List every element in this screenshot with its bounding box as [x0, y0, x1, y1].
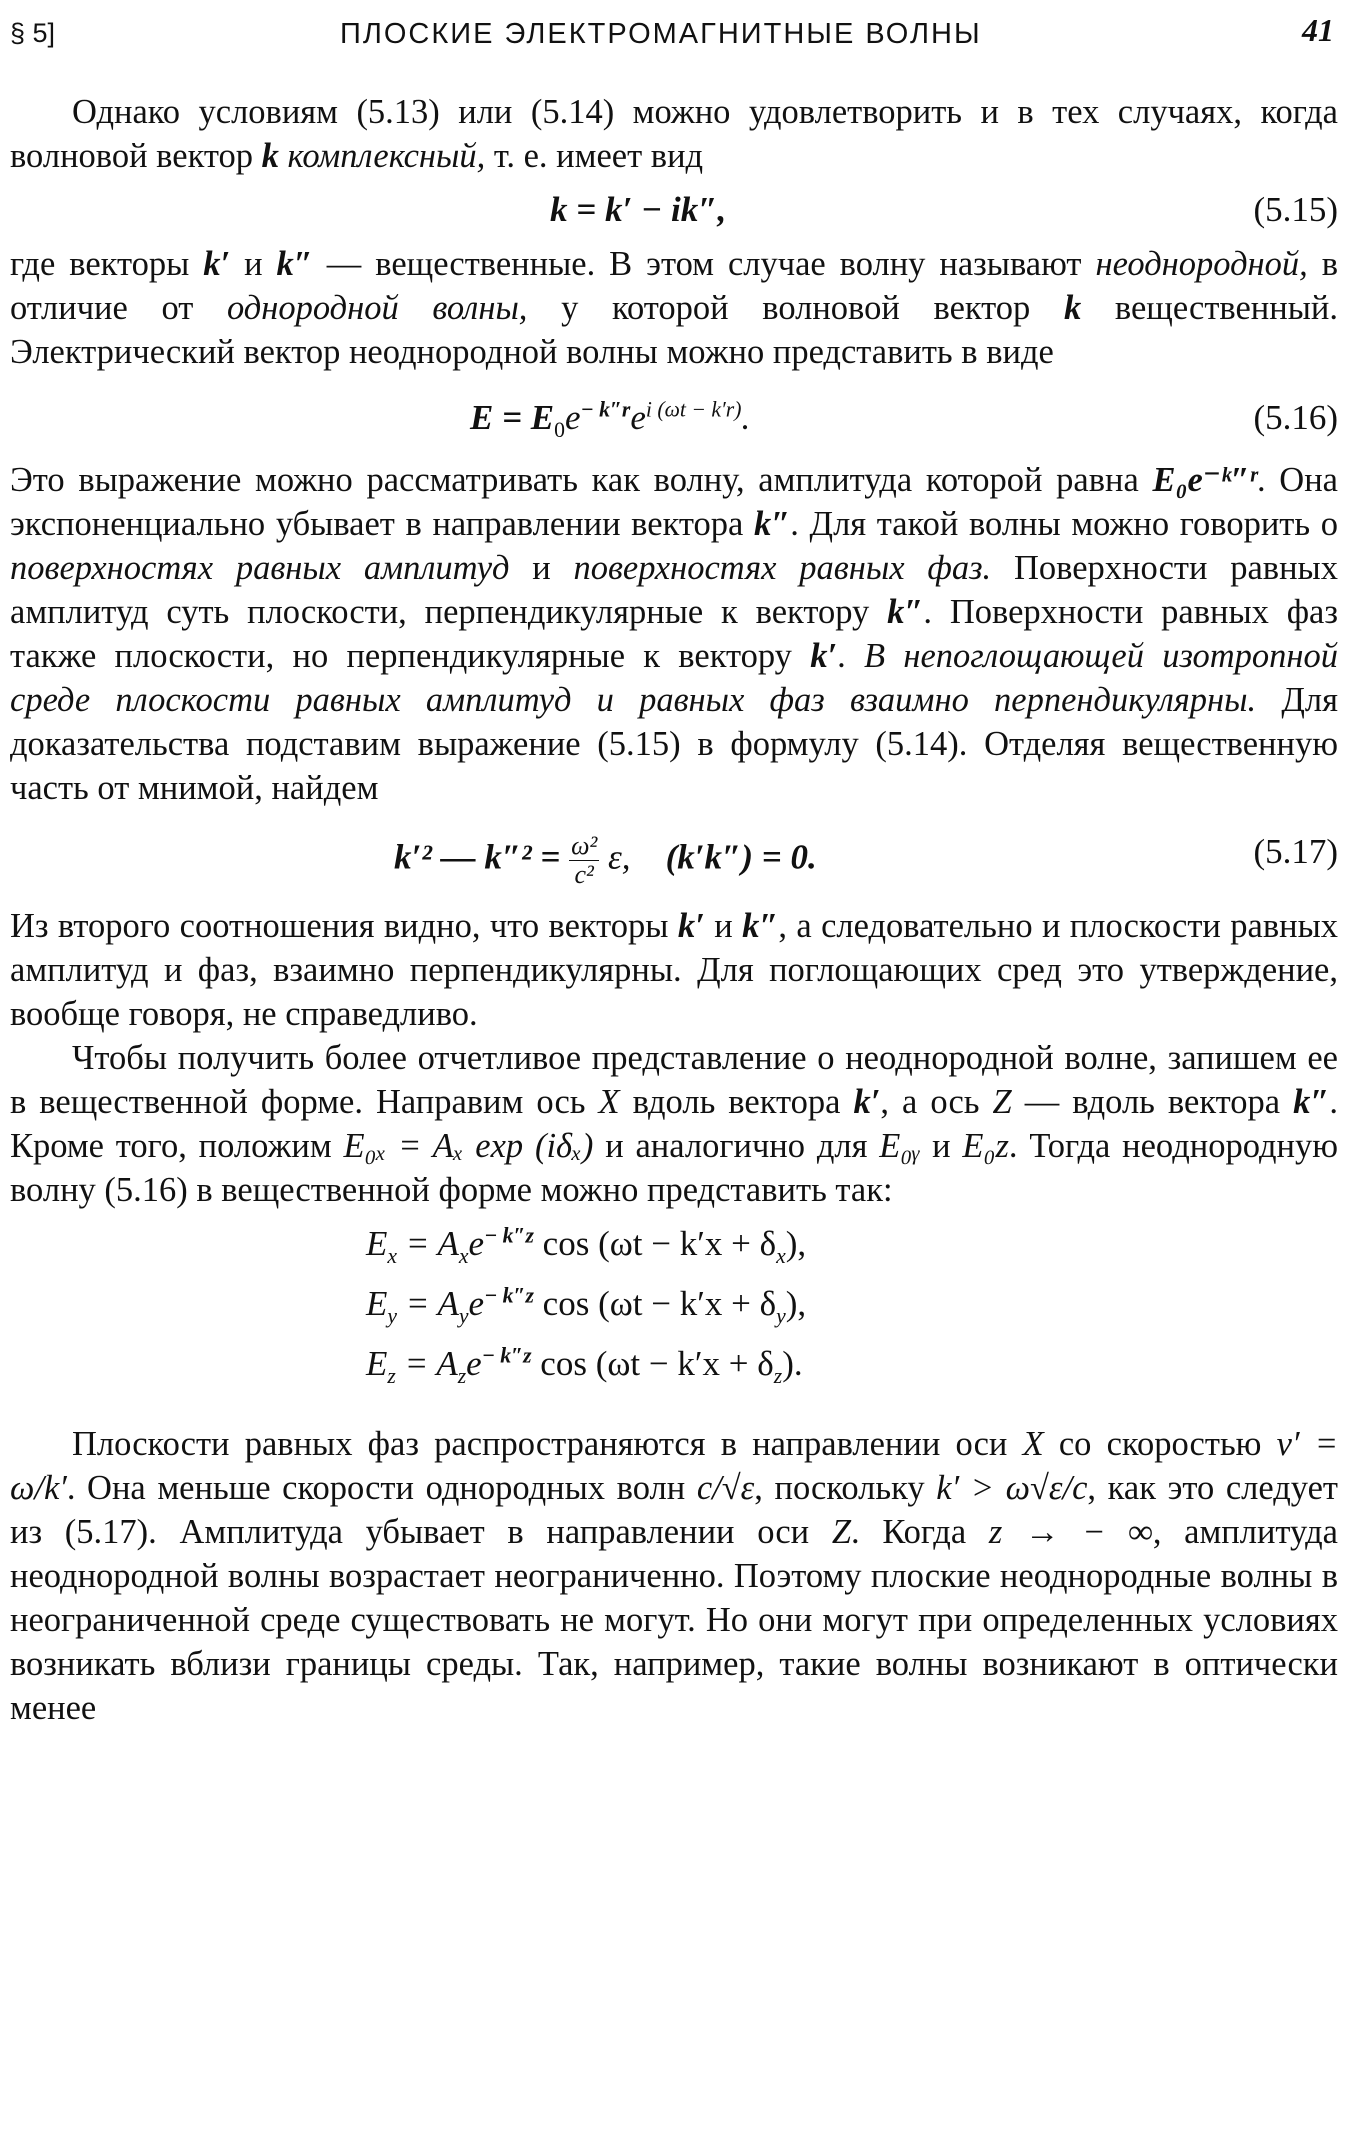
inline-formula: z → − ∞ [988, 1513, 1153, 1551]
running-title: ПЛОСКИЕ ЭЛЕКТРОМАГНИТНЫЕ ВОЛНЫ [340, 18, 982, 50]
page-body [10, 90, 1338, 1730]
text-run: т. е. имеет вид [485, 137, 704, 175]
inline-formula: E₀z [962, 1127, 1009, 1165]
text-run: и аналогично для [593, 1127, 880, 1165]
paragraph-6 [10, 1422, 1338, 1730]
equation-number: (5.17) [1253, 832, 1338, 871]
eq-subscript: y [458, 1304, 469, 1328]
text-run: , а ось [880, 1083, 993, 1121]
eq-cos: cos (ωt − k′x + δ [533, 1224, 777, 1263]
axis-x: X [1022, 1425, 1044, 1463]
eq-epsilon: ε, [599, 837, 631, 877]
vector-k-prime: k′ [677, 907, 705, 945]
text-run: Чтобы получить более отчетливое представление о неоднородной волне, запишем ее в вещественной форме. Направим ось [10, 1039, 1338, 1121]
inline-formula: E₀ₓ = Aₓ exp (iδₓ) [343, 1127, 594, 1165]
vector-k-prime: k′ [203, 245, 231, 283]
inline-formula: c/√ε [696, 1469, 755, 1507]
inline-formula: E₀ᵧ [879, 1127, 921, 1165]
eq-subscript: y [387, 1304, 398, 1328]
inline-formula: v′ = ω/k′ [10, 1425, 1338, 1507]
eq-exponent: − k″z [481, 1343, 532, 1368]
vector-k-double-prime: k″ [887, 593, 924, 631]
eq-subscript: x [387, 1244, 398, 1268]
equation-5-16 [10, 374, 1338, 458]
eq-cos: cos (ωt − k′x + δ [533, 1284, 777, 1323]
text-run: у которой волновой вектор [527, 289, 1064, 327]
eq-lhs: k [550, 190, 568, 229]
text-run: Это выражение можно рассматривать как волну, амплитуда которой равна [10, 461, 1153, 499]
eq-exp-base: e [466, 1344, 482, 1383]
equation-number: (5.16) [1253, 398, 1338, 437]
text-run: Для доказательства подставим выражение (5.15) в формулу (5.14). Отделяя вещественную часть от мнимой, найдем [10, 681, 1338, 807]
text-run: , амплитуда неоднородной волны возрастает неограниченно. Поэтому плоские неоднородные волны в неограниченной среде существовать не могут. Но они могут при определенных условиях возникать вблизи границы среды. Так, например, такие волны возникают в оптически менее [10, 1513, 1338, 1727]
eq-cos: cos (ωt − k′x + δ [531, 1344, 774, 1383]
axis-z: Z [992, 1083, 1012, 1121]
emphasis-theorem: В непоглощающей изотропной среде плоскости равных амплитуд и равных фаз взаимно перпендикулярны. [10, 637, 1339, 719]
equation-system [10, 1212, 1338, 1408]
text-run: , а следовательно и плоскости равных амплитуд и фаз, взаимно перпендикулярны. Для поглощающих сред это утверждение, вообще говоря, не справедливо. [10, 907, 1338, 1033]
inline-formula: k′ > ω√ε/c [936, 1469, 1088, 1507]
fraction [569, 832, 599, 889]
running-header [10, 8, 1338, 56]
system-line-y [366, 1283, 807, 1328]
eq-dot-product: (k′k″) = 0. [665, 837, 817, 877]
text-run: и [509, 549, 574, 587]
eq-exponent: − k″r [580, 397, 631, 422]
text-run: и [920, 1127, 963, 1165]
text-run: вещественный. Электрический вектор неоднородной волны можно представить в виде [10, 289, 1338, 371]
eq-subscript: z [773, 1364, 783, 1388]
paragraph-2 [10, 242, 1338, 374]
equation-body [470, 397, 751, 442]
equation-5-15 [10, 178, 1338, 242]
vector-k-prime: k′ [810, 637, 838, 675]
text-run: Плоскости равных фаз распространяются в направлении оси [72, 1425, 1023, 1463]
eq-punct: . [741, 398, 751, 437]
equation-number: (5.15) [1253, 190, 1338, 229]
eq-exp-base: e [565, 398, 581, 437]
text-run: где векторы [10, 245, 204, 283]
emphasis-inhomogeneous: неоднородной, [1095, 245, 1308, 283]
eq-subscript: y [776, 1304, 786, 1328]
eq-punct: ), [785, 1224, 807, 1263]
equation-body [394, 832, 817, 889]
text-run: Однако условиям (5.13) или (5.14) можно удовлетворить и в тех случаях, когда волновой вектор [10, 93, 1338, 175]
text-run: . Она экспоненциально убывает в направлении вектора [10, 461, 1338, 543]
paragraph-4 [10, 904, 1338, 1036]
text-run: . [837, 637, 865, 675]
text-run: , поскольку [754, 1469, 937, 1507]
eq-lhs: E [366, 1284, 388, 1323]
page-number: 41 [1302, 12, 1334, 48]
eq-subscript: 0 [554, 418, 565, 442]
eq-subscript: z [387, 1364, 396, 1388]
text-run: . Поверхности равных фаз также плоскости, но перпендикулярные к вектору [10, 593, 1338, 675]
text-run: Из второго соотношения видно, что векторы [10, 907, 678, 945]
equation-body [550, 190, 726, 230]
amplitude-expr: E₀e⁻ᵏ″ʳ [1152, 461, 1257, 499]
eq-lhs: k′² — k″² = [394, 837, 570, 877]
paragraph-3 [10, 458, 1338, 810]
emphasis-homogeneous-wave: однородной волны, [227, 289, 528, 327]
eq-rhs: = E [502, 398, 555, 437]
vector-k-prime: k′ [853, 1083, 881, 1121]
eq-exp-base: e [630, 398, 646, 437]
vector-k: k [261, 137, 279, 175]
eq-lhs: E [366, 1344, 388, 1383]
axis-z: Z [831, 1513, 851, 1551]
vector-k-double-prime: k″ [742, 907, 779, 945]
text-run: со скоростью [1043, 1425, 1277, 1463]
system-line-x [366, 1223, 807, 1268]
eq-rhs: = k′ − ik″, [576, 190, 727, 229]
eq-punct: ), [785, 1284, 807, 1323]
eq-term: = A [397, 1224, 459, 1263]
text-run: . Кроме того, положим [10, 1083, 1338, 1165]
eq-exponent: i (ωt − k′r) [645, 397, 742, 422]
vector-k: k [1063, 289, 1082, 327]
eq-exp-base: e [468, 1224, 485, 1263]
text-run: и [704, 907, 743, 945]
eq-term: = A [395, 1344, 458, 1383]
text-run: . Она меньше скорости однородных волн [66, 1469, 697, 1507]
emphasis-complex: комплексный, [278, 137, 486, 175]
text-run: . Когда [851, 1513, 989, 1551]
text-run: в отличие от [10, 245, 1339, 327]
vector-k-double-prime: k″ [1293, 1083, 1330, 1121]
eq-lhs: E [366, 1224, 388, 1263]
paragraph-1 [10, 90, 1338, 178]
text-run: . Для такой волны можно говорить о [790, 505, 1338, 543]
text-run: , как это следует из (5.17). Амплитуда убывает в направлении оси [10, 1469, 1338, 1551]
eq-exponent: − k″z [484, 1223, 534, 1248]
eq-punct: ). [782, 1344, 803, 1383]
emphasis-equal-phase: поверхностях равных фаз. [573, 549, 992, 587]
eq-subscript: z [457, 1364, 467, 1388]
eq-term: = A [397, 1284, 459, 1323]
system-line-z [366, 1343, 803, 1388]
eq-subscript: x [458, 1244, 469, 1268]
emphasis-equal-amplitude: поверхностях равных амплитуд [10, 549, 510, 587]
fraction-numerator: ω² [571, 831, 598, 860]
text-run: Поверхности равных амплитуд суть плоскости, перпендикулярные к вектору [10, 549, 1338, 631]
section-marker: § 5] [10, 18, 56, 48]
vector-k-double-prime: k″ [276, 245, 313, 283]
text-run: . Тогда неоднородную волну (5.16) в вещественной форме можно представить так: [10, 1127, 1339, 1209]
paragraph-5 [10, 1036, 1338, 1212]
eq-lhs: E [470, 398, 494, 437]
fraction-denominator: c² [574, 860, 594, 889]
text-run: и [230, 245, 277, 283]
text-run: — вещественные. В этом случае волну называют [312, 245, 1096, 283]
eq-exponent: − k″z [484, 1283, 534, 1308]
equation-5-17 [10, 810, 1338, 894]
eq-exp-base: e [468, 1284, 485, 1323]
text-run: — вдоль вектора [1011, 1083, 1294, 1121]
eq-subscript: x [776, 1244, 786, 1268]
vector-k-double-prime: k″ [753, 505, 791, 543]
axis-x: X [598, 1083, 620, 1121]
text-run: вдоль вектора [619, 1083, 854, 1121]
